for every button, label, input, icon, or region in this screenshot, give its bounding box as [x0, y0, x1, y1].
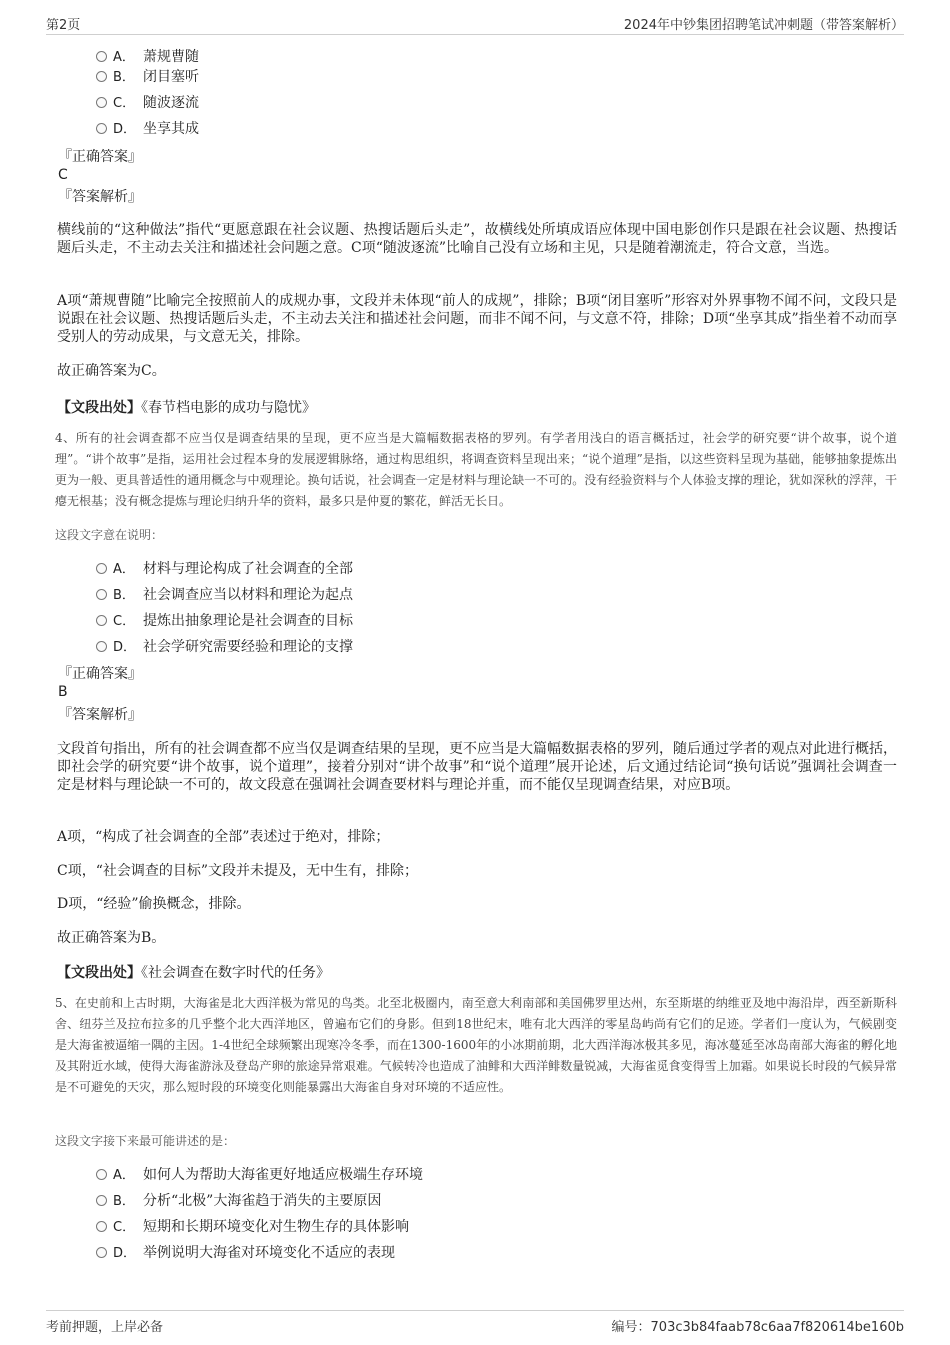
- q3-analysis-p2: A项“萧规曹随”比喻完全按照前人的成规办事，文段并未体现“前人的成规”，排除；B项“闭目塞听”形容对外界事物不闻不问，文段只是说跟在社会议题、热搜话题后头走，不主动去关注和描述社会问题，而非不闻不问，与文意不符，排除；D项“坐享其成”指坐着不动而享受别人的劳动成果，与文意无关，排除。: [57, 293, 897, 345]
- q4-analysis-label: 『答案解析』: [58, 707, 142, 723]
- radio-icon[interactable]: [96, 1221, 107, 1232]
- q3-analysis-p1: 横线前的“这种做法”指代“更愿意跟在社会议题、热搜话题后头走”，故横线处所填成语应体现中国电影创作只是跟在社会议题、热搜话题后头走，不主动去关注和描述社会问题之意。C项“随波逐流”比喻自己没有立场和主见，只是随着潮流走，符合文意，当选。: [57, 222, 897, 256]
- page-number: 第2页: [46, 18, 81, 33]
- radio-icon[interactable]: [96, 97, 107, 108]
- q3-option-a[interactable]: A． 萧规曹随: [96, 46, 199, 68]
- q5-option-c[interactable]: C． 短期和长期环境变化对生物生存的具体影响: [96, 1216, 409, 1238]
- q4-option-b[interactable]: B． 社会调查应当以材料和理论为起点: [96, 584, 353, 606]
- q3-option-d[interactable]: D． 坐享其成: [96, 118, 199, 140]
- q4-option-a[interactable]: A． 材料与理论构成了社会调查的全部: [96, 558, 353, 580]
- q4-prompt: 这段文字意在说明：: [55, 528, 164, 542]
- radio-icon[interactable]: [96, 71, 107, 82]
- radio-icon[interactable]: [96, 615, 107, 626]
- q3-source: 【文段出处】《春节档电影的成功与隐忧》: [57, 400, 316, 416]
- document-id: 编号：703c3b84faab78c6aa7f820614be160b: [611, 1320, 904, 1335]
- footer-slogan: 考前押题，上岸必备: [46, 1320, 164, 1335]
- q4-analysis-p5: 故正确答案为B。: [57, 930, 166, 946]
- radio-icon[interactable]: [96, 1195, 107, 1206]
- q5-question: 5、在史前和上古时期，大海雀是北大西洋极为常见的鸟类。北至北极圈内，南至意大利南部和美国佛罗里达州，东至斯堪的纳维亚及地中海沿岸，西至新斯科舍、纽芬兰及拉布拉多的几乎整个北大西洋地区，曾遍布它们的身影。但到18世纪末，唯有北大西洋的零星岛屿尚有它们的足迹。学者们一度认为，气候剧变是大海雀被逼缩一隅的主因。1-4世纪全球频繁出现寒冷冬季，而在1300-1600年的小冰期前期，北大西洋海冰极其多见，海冰蔓延至冰岛南部大海雀的孵化地及其附近水域，使得大海雀游泳及登岛产卵的旅途异常艰难。气候转冷也造成了油鲱和大西洋鲱数量锐减，大海雀觅食变得雪上加霜。如果说长时段的气候异常是不可避免的天灾，那么短时段的环境变化则能暴露出大海雀自身对环境的不适应性。: [55, 996, 897, 1094]
- q5-option-a[interactable]: A． 如何人为帮助大海雀更好地适应极端生存环境: [96, 1164, 423, 1186]
- q3-analysis-p3: 故正确答案为C。: [57, 363, 166, 379]
- q3-analysis-label: 『答案解析』: [58, 189, 142, 205]
- q5-prompt: 这段文字接下来最可能讲述的是：: [55, 1134, 236, 1148]
- q4-option-d[interactable]: D． 社会学研究需要经验和理论的支撑: [96, 636, 353, 658]
- q4-option-c[interactable]: C． 提炼出抽象理论是社会调查的目标: [96, 610, 353, 632]
- radio-icon[interactable]: [96, 51, 107, 62]
- q3-answer-label: 『正确答案』: [58, 149, 142, 165]
- q3-option-c[interactable]: C． 随波逐流: [96, 92, 199, 114]
- q5-option-d[interactable]: D． 举例说明大海雀对环境变化不适应的表现: [96, 1242, 395, 1264]
- q4-analysis-p1: 文段首句指出，所有的社会调查都不应当仅是调查结果的呈现，更不应当是大篇幅数据表格的罗列，随后通过学者的观点对此进行概括，即社会学的研究要“讲个故事，说个道理”，接着分别对“讲个故事”和“说个道理”展开论述，后文通过结论词“换句话说”强调社会调查一定是材料与理论缺一不可的，故文段意在强调社会调查要材料与理论并重，而不能仅呈现调查结果，对应B项。: [57, 741, 897, 793]
- q4-answer-label: 『正确答案』: [58, 666, 142, 682]
- q3-answer: C: [58, 167, 68, 183]
- q4-analysis-p2: A项，“构成了社会调查的全部”表述过于绝对，排除；: [57, 829, 390, 845]
- radio-icon[interactable]: [96, 641, 107, 652]
- radio-icon[interactable]: [96, 1247, 107, 1258]
- radio-icon[interactable]: [96, 563, 107, 574]
- q3-option-b[interactable]: B． 闭目塞听: [96, 66, 199, 88]
- q4-answer: B: [58, 684, 68, 700]
- q4-analysis-p4: D项，“经验”偷换概念，排除。: [57, 896, 251, 912]
- document-title: 2024年中钞集团招聘笔试冲刺题（带答案解析）: [623, 18, 904, 33]
- radio-icon[interactable]: [96, 589, 107, 600]
- q4-source: 【文段出处】《社会调查在数字时代的任务》: [57, 965, 330, 981]
- radio-icon[interactable]: [96, 123, 107, 134]
- q5-option-b[interactable]: B． 分析“北极”大海雀趋于消失的主要原因: [96, 1190, 381, 1212]
- q4-analysis-p3: C项，“社会调查的目标”文段并未提及，无中生有，排除；: [57, 863, 419, 879]
- radio-icon[interactable]: [96, 1169, 107, 1180]
- q4-question: 4、所有的社会调查都不应当仅是调查结果的呈现，更不应当是大篇幅数据表格的罗列。有学者用浅白的语言概括过，社会学的研究要“讲个故事，说个道理”。“讲个故事”是指，运用社会过程本身的发展逻辑脉络，通过构思组织，将调查资料呈现出来；“说个道理”是指，以这些资料呈现为基础，能够抽象提炼出更为一般、更具普适性的通用概念与中观理论。换句话说，社会调查一定是材料与理论缺一不可的。没有经验资料与个人体验支撑的理论，犹如深秋的浮萍，干瘪无根基；没有概念提炼与理论归纳升华的资料，最多只是仲夏的繁花，鲜活无长日。: [55, 431, 897, 508]
- page-header: [46, 12, 904, 35]
- page-footer: [46, 1310, 904, 1335]
